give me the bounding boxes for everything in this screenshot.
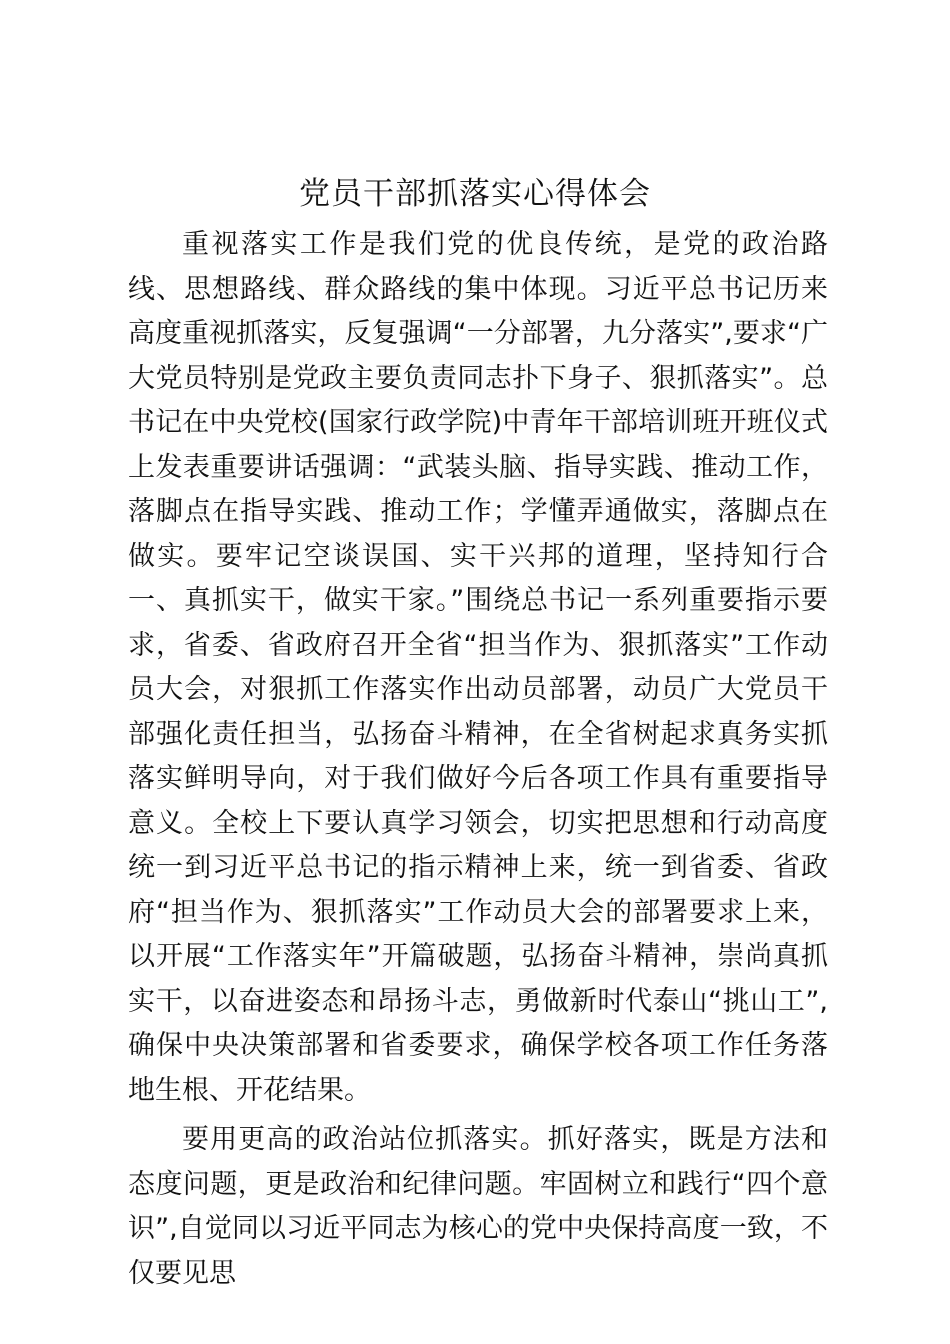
document-body <box>128 223 828 1296</box>
paragraph-2: 要用更高的政治站位抓落实。抓好落实，既是方法和态度问题，更是政治和纪律问题。牢固树立和践行“四个意识”,自觉同以习近平同志为核心的党中央保持高度一致，不仅要见思 <box>128 1124 828 1289</box>
paragraph-1: 重视落实工作是我们党的优良传统，是党的政治路线、思想路线、群众路线的集中体现。习近平总书记历来高度重视抓落实，反复强调“一分部署，九分落实”,要求“广大党员特别是党政主要负责同志扑下身子、狠抓落实”。总书记在中央党校(国家行政学院)中青年干部培训班开班仪式上发表重要讲话强调：“武装头脑、指导实践、推动工作，落脚点在指导实践、推动工作；学懂弄通做实，落脚点在做实。要牢记空谈误国、实干兴邦的道理，坚持知行合一、真抓实干，做实干家。”围绕总书记一系列重要指示要求，省委、省政府召开全省“担当作为、狠抓落实”工作动员大会，对狠抓工作落实作出动员部署，动员广大党员干部强化责任担当，弘扬奋斗精神，在全省树起求真务实抓落实鲜明导向，对于我们做好今后各项工作具有重要指导意义。全校上下要认真学习领会，切实把思想和行动高度统一到习近平总书记的指示精神上来，统一到省委、省政府“担当作为、狠抓落实”工作动员大会的部署要求上来，以开展“工作落实年”开篇破题，弘扬奋斗精神，崇尚真抓实干，以奋进姿态和昂扬斗志，勇做新时代泰山“挑山工”,确保中央决策部署和省委要求，确保学校各项工作任务落地生根、开花结果。 <box>128 229 828 1106</box>
document-title: 党员干部抓落实心得体会 <box>299 176 651 212</box>
